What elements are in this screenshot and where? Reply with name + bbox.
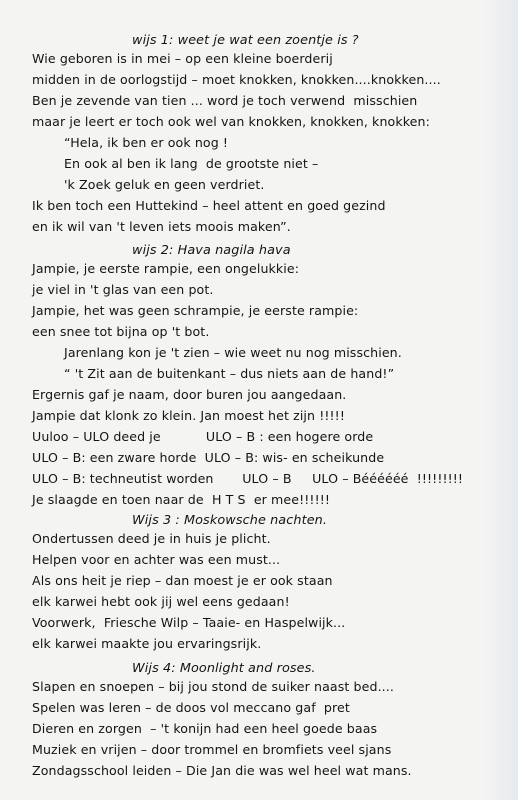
verse-3-line-4: elk karwei hebt ook jij wel eens gedaan! [32,594,290,609]
verse-4-line-5: Zondagsschool leiden – Die Jan die was wel heel wat mans. [32,763,412,778]
verse-2-line-5: Jarenlang kon je 't zien – wie weet nu nog misschien. [64,345,402,360]
verse-4-line-3: Dieren en zorgen – 't konijn had een heel goede baas [32,721,378,736]
verse-1-line-2: midden in de oorlogstijd – moet knokken, knokken....knokken.... [32,72,441,87]
verse-1-heading: wijs 1: weet je wat een zoentje is ? [132,33,359,48]
verse-3-line-5: Voorwerk, Friesche Wilp – Taaie- en Haspelwijk... [32,615,346,630]
verse-3-line-1: Ondertussen deed je in huis je plicht. [32,531,271,546]
verse-4-line-1: Slapen en snoepen – bij jou stond de suiker naast bed.... [32,679,394,694]
verse-4-line-2: Spelen was leren – de doos vol meccano gaf pret [32,700,350,715]
verse-1-line-4: maar je leert er toch ook wel van knokken, knokken, knokken: [32,114,430,129]
verse-3-line-6: elk karwei maakte jou ervaringsrijk. [32,636,262,651]
verse-1-line-5: “Hela, ik ben er ook nog ! [64,135,229,150]
verse-1-line-3: Ben je zevende van tien ... word je toch verwend misschien [32,93,418,108]
verse-2-line-1: Jampie, je eerste rampie, een ongelukkie: [32,261,300,276]
verse-2-line-8: Jampie dat klonk zo klein. Jan moest het zijn !!!!! [32,408,345,423]
verse-4-line-4: Muziek en vrijen – door trommel en bromfiets veel sjans [32,742,392,757]
verse-2-line-9: Uuloo – ULO deed je ULO – B : een hogere orde [32,429,374,444]
verse-2-line-11: ULO – B: techneutist worden ULO – B ULO – Béééééé !!!!!!!!! [32,471,464,486]
verse-2-line-7: Ergernis gaf je naam, door buren jou aangedaan. [32,387,347,402]
verse-1-line-8: Ik ben toch een Huttekind – heel attent en goed gezind [32,198,386,213]
verse-2-line-4: een snee tot bijna op 't bot. [32,324,210,339]
verse-3-line-2: Helpen voor en achter was een must... [32,552,281,567]
verse-1-line-7: 'k Zoek geluk en geen verdriet. [64,177,265,192]
verse-2-line-6: “ 't Zit aan de buitenkant – dus niets aan de hand!” [64,366,395,381]
verse-2-line-2: je viel in 't glas van een pot. [32,282,214,297]
verse-2-line-3: Jampie, het was geen schrampie, je eerste rampie: [32,303,359,318]
verse-4-heading: Wijs 4: Moonlight and roses. [132,661,316,676]
verse-2-line-12: Je slaagde en toen naar de H T S er mee!!!!!! [32,492,331,507]
verse-1-line-9: en ik wil van 't leven iets moois maken”. [32,219,291,234]
page-edge-shadow [482,0,518,800]
verse-2-heading: wijs 2: Hava nagila hava [132,243,291,258]
verse-1-line-1: Wie geboren is in mei – op een kleine boerderij [32,51,333,66]
verse-2-line-10: ULO – B: een zware horde ULO – B: wis- en scheikunde [32,450,385,465]
verse-3-heading: Wijs 3 : Moskowsche nachten. [132,513,328,528]
verse-3-line-3: Als ons heit je riep – dan moest je er ook staan [32,573,333,588]
verse-1-line-6: En ook al ben ik lang de grootste niet – [64,156,319,171]
